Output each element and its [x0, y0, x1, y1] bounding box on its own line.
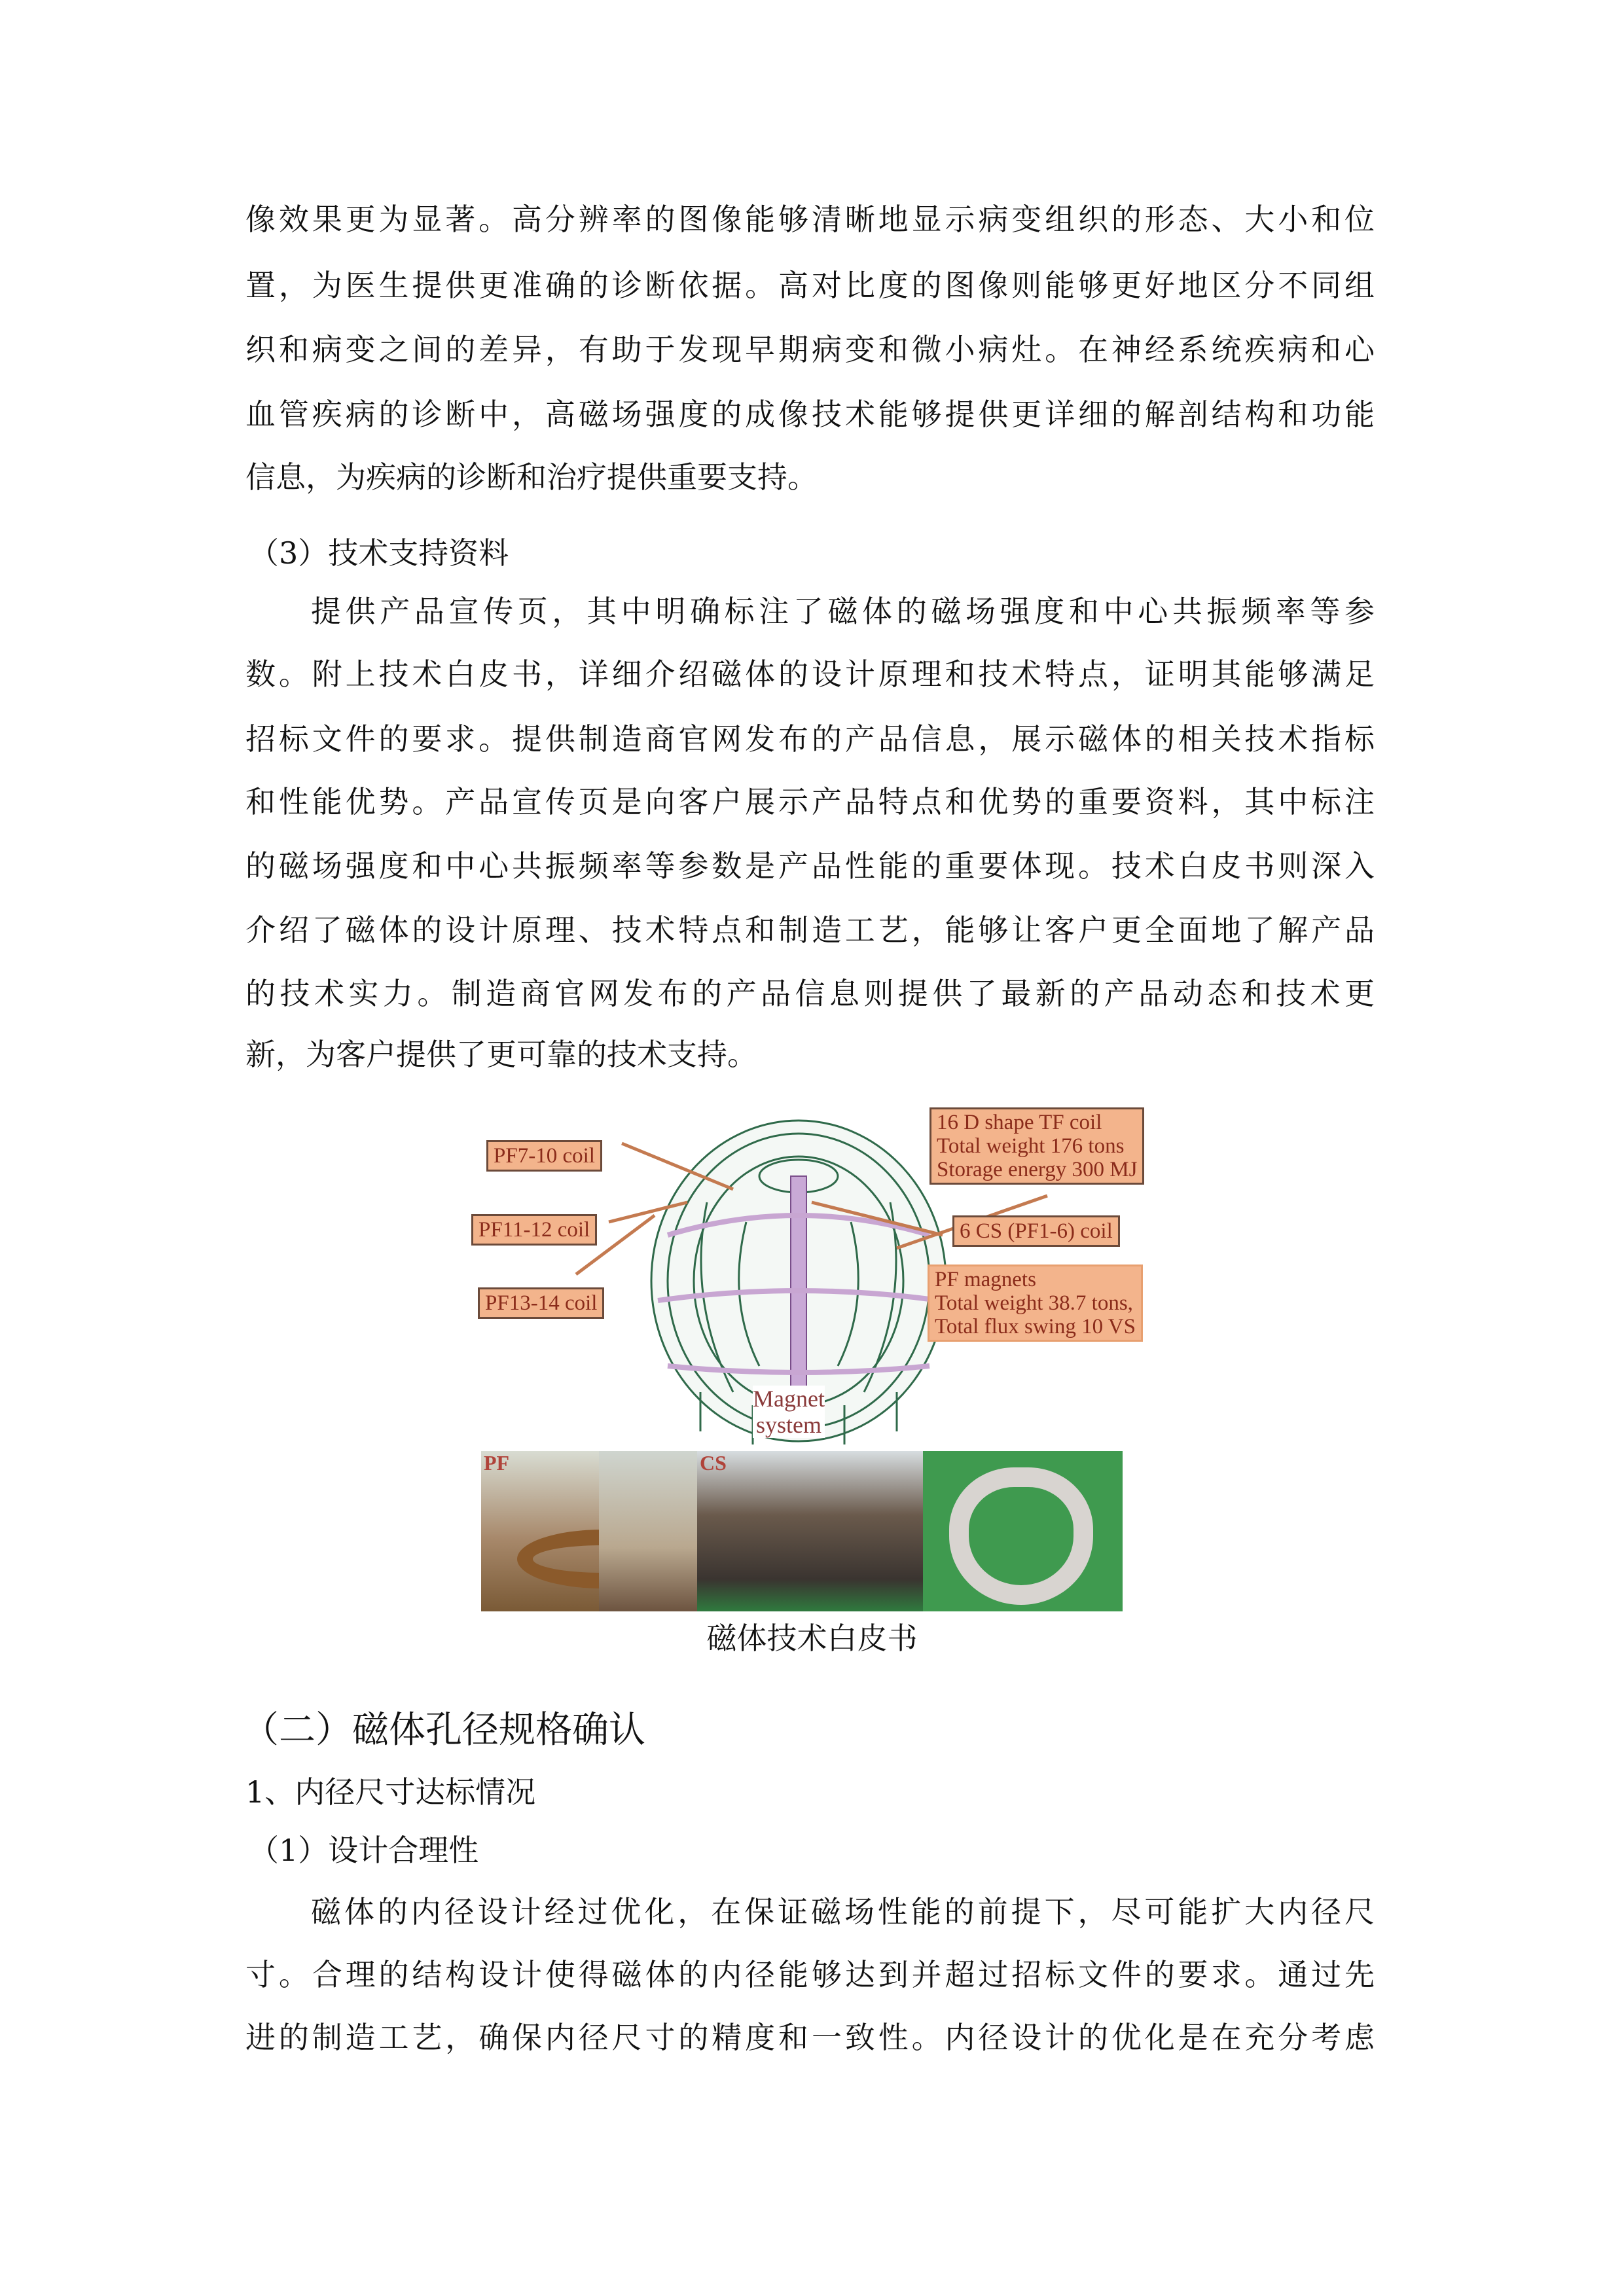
tf-line: 16 D shape TF coil	[937, 1111, 1102, 1134]
text-line: 寸。合理的结构设计使得磁体的内径能够达到并超过招标文件的要求。通过先	[245, 1957, 1375, 1992]
text-line: 磁体的内径设计经过优化，在保证磁场性能的前提下，尽可能扩大内径尺	[311, 1894, 1375, 1929]
heading-inner-diameter: 1、内径尺寸达标情况	[245, 1774, 536, 1810]
magnet-line: Magnet	[753, 1386, 825, 1412]
section-title: （1）设计合理性	[249, 1833, 479, 1868]
section-title: （3）技术支持资料	[249, 535, 509, 571]
photo-cs-coil	[697, 1451, 923, 1611]
text-line: 新，为客户提供了更可靠的技术支持。	[245, 1037, 757, 1072]
tf-coil-shape	[949, 1467, 1093, 1605]
text-line: 提供产品宣传页，其中明确标注了磁体的磁场强度和中心共振频率等参	[311, 594, 1375, 629]
pf-line: PF magnets	[935, 1268, 1036, 1291]
magnet-system-figure	[471, 1104, 1138, 1611]
magnet-line: system	[755, 1412, 821, 1438]
text-line: 进的制造工艺，确保内径尺寸的精度和一致性。内径设计的优化是在充分考虑	[245, 2020, 1375, 2055]
text-line: 像效果更为显著。高分辨率的图像能够清晰地显示病变组织的形态、大小和位	[245, 202, 1375, 237]
text-line: 置，为医生提供更准确的诊断依据。高对比度的图像则能够更好地区分不同组	[245, 268, 1375, 303]
figure-caption: 磁体技术白皮书	[706, 1621, 918, 1656]
text-line: 信息，为疾病的诊断和治疗提供重要支持。	[245, 459, 818, 495]
text-line: 和性能优势。产品宣传页是向客户展示产品特点和优势的重要资料，其中标注	[245, 784, 1375, 819]
photo-label: CS	[700, 1451, 727, 1475]
label-tf-coil	[929, 1107, 1144, 1185]
text-line: 招标文件的要求。提供制造商官网发布的产品信息，展示磁体的相关技术指标	[245, 721, 1375, 757]
photo-tf-coil	[923, 1451, 1123, 1611]
label-pf7-10: PF7-10 coil	[486, 1140, 602, 1172]
text-line: 数。附上技术白皮书，详细介绍磁体的设计原理和技术特点，证明其能够满足	[245, 656, 1375, 692]
photo-pf-coil-bg	[599, 1451, 697, 1611]
label-pf13-14: PF13-14 coil	[478, 1287, 604, 1319]
photo-label: PF	[484, 1451, 510, 1475]
tf-line: Total weight 176 tons	[937, 1134, 1125, 1158]
text-line: 血管疾病的诊断中，高磁场强度的成像技术能够提供更详细的解剖结构和功能	[245, 397, 1375, 432]
text-line: 织和病变之间的差异，有助于发现早期病变和微小病灶。在神经系统疾病和心	[245, 332, 1375, 367]
text-line: 介绍了磁体的设计原理、技术特点和制造工艺，能够让客户更全面地了解产品	[245, 912, 1375, 948]
label-cs-coil: 6 CS (PF1-6) coil	[952, 1215, 1120, 1247]
text-line: 的技术实力。制造商官网发布的产品信息则提供了最新的产品动态和技术更	[245, 976, 1375, 1011]
tf-line: Storage energy 300 MJ	[937, 1158, 1138, 1181]
label-pf-magnets	[928, 1265, 1143, 1342]
heading-aperture: （二）磁体孔径规格确认	[242, 1709, 645, 1751]
pf-line: Total weight 38.7 tons,	[935, 1291, 1133, 1315]
text-line: 的磁场强度和中心共振频率等参数是产品性能的重要体现。技术白皮书则深入	[245, 848, 1375, 884]
label-magnet-system	[753, 1386, 825, 1438]
pf-line: Total flux swing 10 VS	[935, 1315, 1136, 1338]
label-pf11-12: PF11-12 coil	[471, 1214, 597, 1246]
